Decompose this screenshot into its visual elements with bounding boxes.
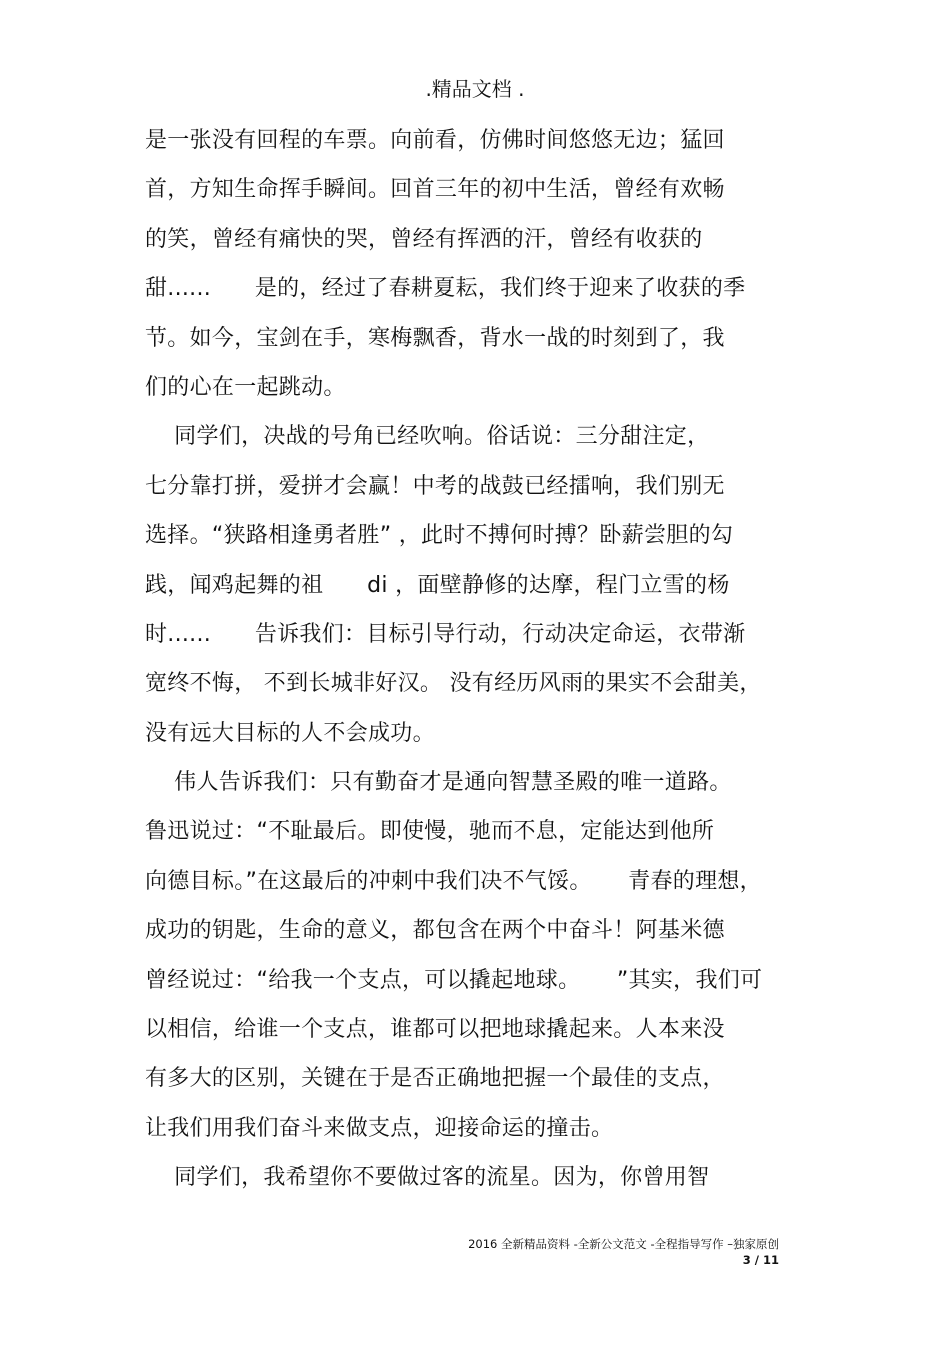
text-line: 同学们，决战的号角已经吹响。俗话说：三分甜注定， [145, 424, 710, 450]
text-line: 践，闻鸡起舞的祖 di ，面壁静修的达摩，程门立雪的杨 [145, 572, 730, 598]
text-line: 时...... 告诉我们：目标引导行动，行动决定命运，衣带渐 [145, 621, 746, 647]
text-line: 曾经说过：“给我一个支点，可以撬起地球。 ”其实，我们可 [145, 967, 763, 993]
text-line: 首，方知生命挥手瞬间。回首三年的初中生活，曾经有欢畅 [145, 177, 725, 203]
text-line: 伟人告诉我们：只有勤奋才是通向智慧圣殿的唯一道路。 [145, 770, 732, 796]
text-line: 甜...... 是的，经过了春耕夏耘，我们终于迎来了收获的季 [145, 276, 746, 302]
text-line: 让我们用我们奋斗来做支点，迎接命运的撞击。 [145, 1115, 614, 1141]
text-line: 成功的钥匙，生命的意义，都包含在两个中奋斗！阿基米德 [145, 918, 725, 944]
text-line: 向德目标。”在这最后的冲刺中我们决不气馁。 青春的理想， [145, 868, 762, 894]
text-line: 选择。“狭路相逢勇者胜” ，此时不搏何时搏？卧薪尝胆的勾 [145, 523, 734, 549]
text-line: 没有远大目标的人不会成功。 [145, 720, 435, 746]
text-line: 有多大的区别，关键在于是否正确地把握一个最佳的支点， [145, 1066, 725, 1092]
page-number: 3 / 11 [742, 1253, 779, 1267]
text-line: 同学们，我希望你不要做过客的流星。因为，你曾用智 [145, 1165, 710, 1191]
document-body [145, 125, 805, 1212]
footer-tagline: 2016 全新精品资料 -全新公文范文 -全程指导写作 –独家原创 [468, 1237, 779, 1251]
text-line: 是一张没有回程的车票。向前看，仿佛时间悠悠无边；猛回 [145, 128, 725, 153]
text-line: 七分靠打拼，爱拼才会赢！中考的战鼓已经擂响，我们别无 [145, 473, 725, 499]
text-line: 节。如今，宝剑在手，寒梅飘香，背水一战的时刻到了，我 [145, 325, 725, 351]
text-line: 的笑，曾经有痛快的哭，曾经有挥洒的汗，曾经有收获的 [145, 226, 703, 252]
text-line: 们的心在一起跳动。 [145, 374, 346, 400]
text-line: 以相信，给谁一个支点，谁都可以把地球撬起来。人本来没 [145, 1017, 725, 1043]
text-line: 宽终不悔， 不到长城非好汉。 没有经历风雨的果实不会甜美， [145, 671, 762, 697]
text-line: 鲁迅说过：“不耻最后。即使慢，驰而不息，定能达到他所 [145, 819, 715, 845]
document-header: .精品文档 . [425, 77, 525, 101]
